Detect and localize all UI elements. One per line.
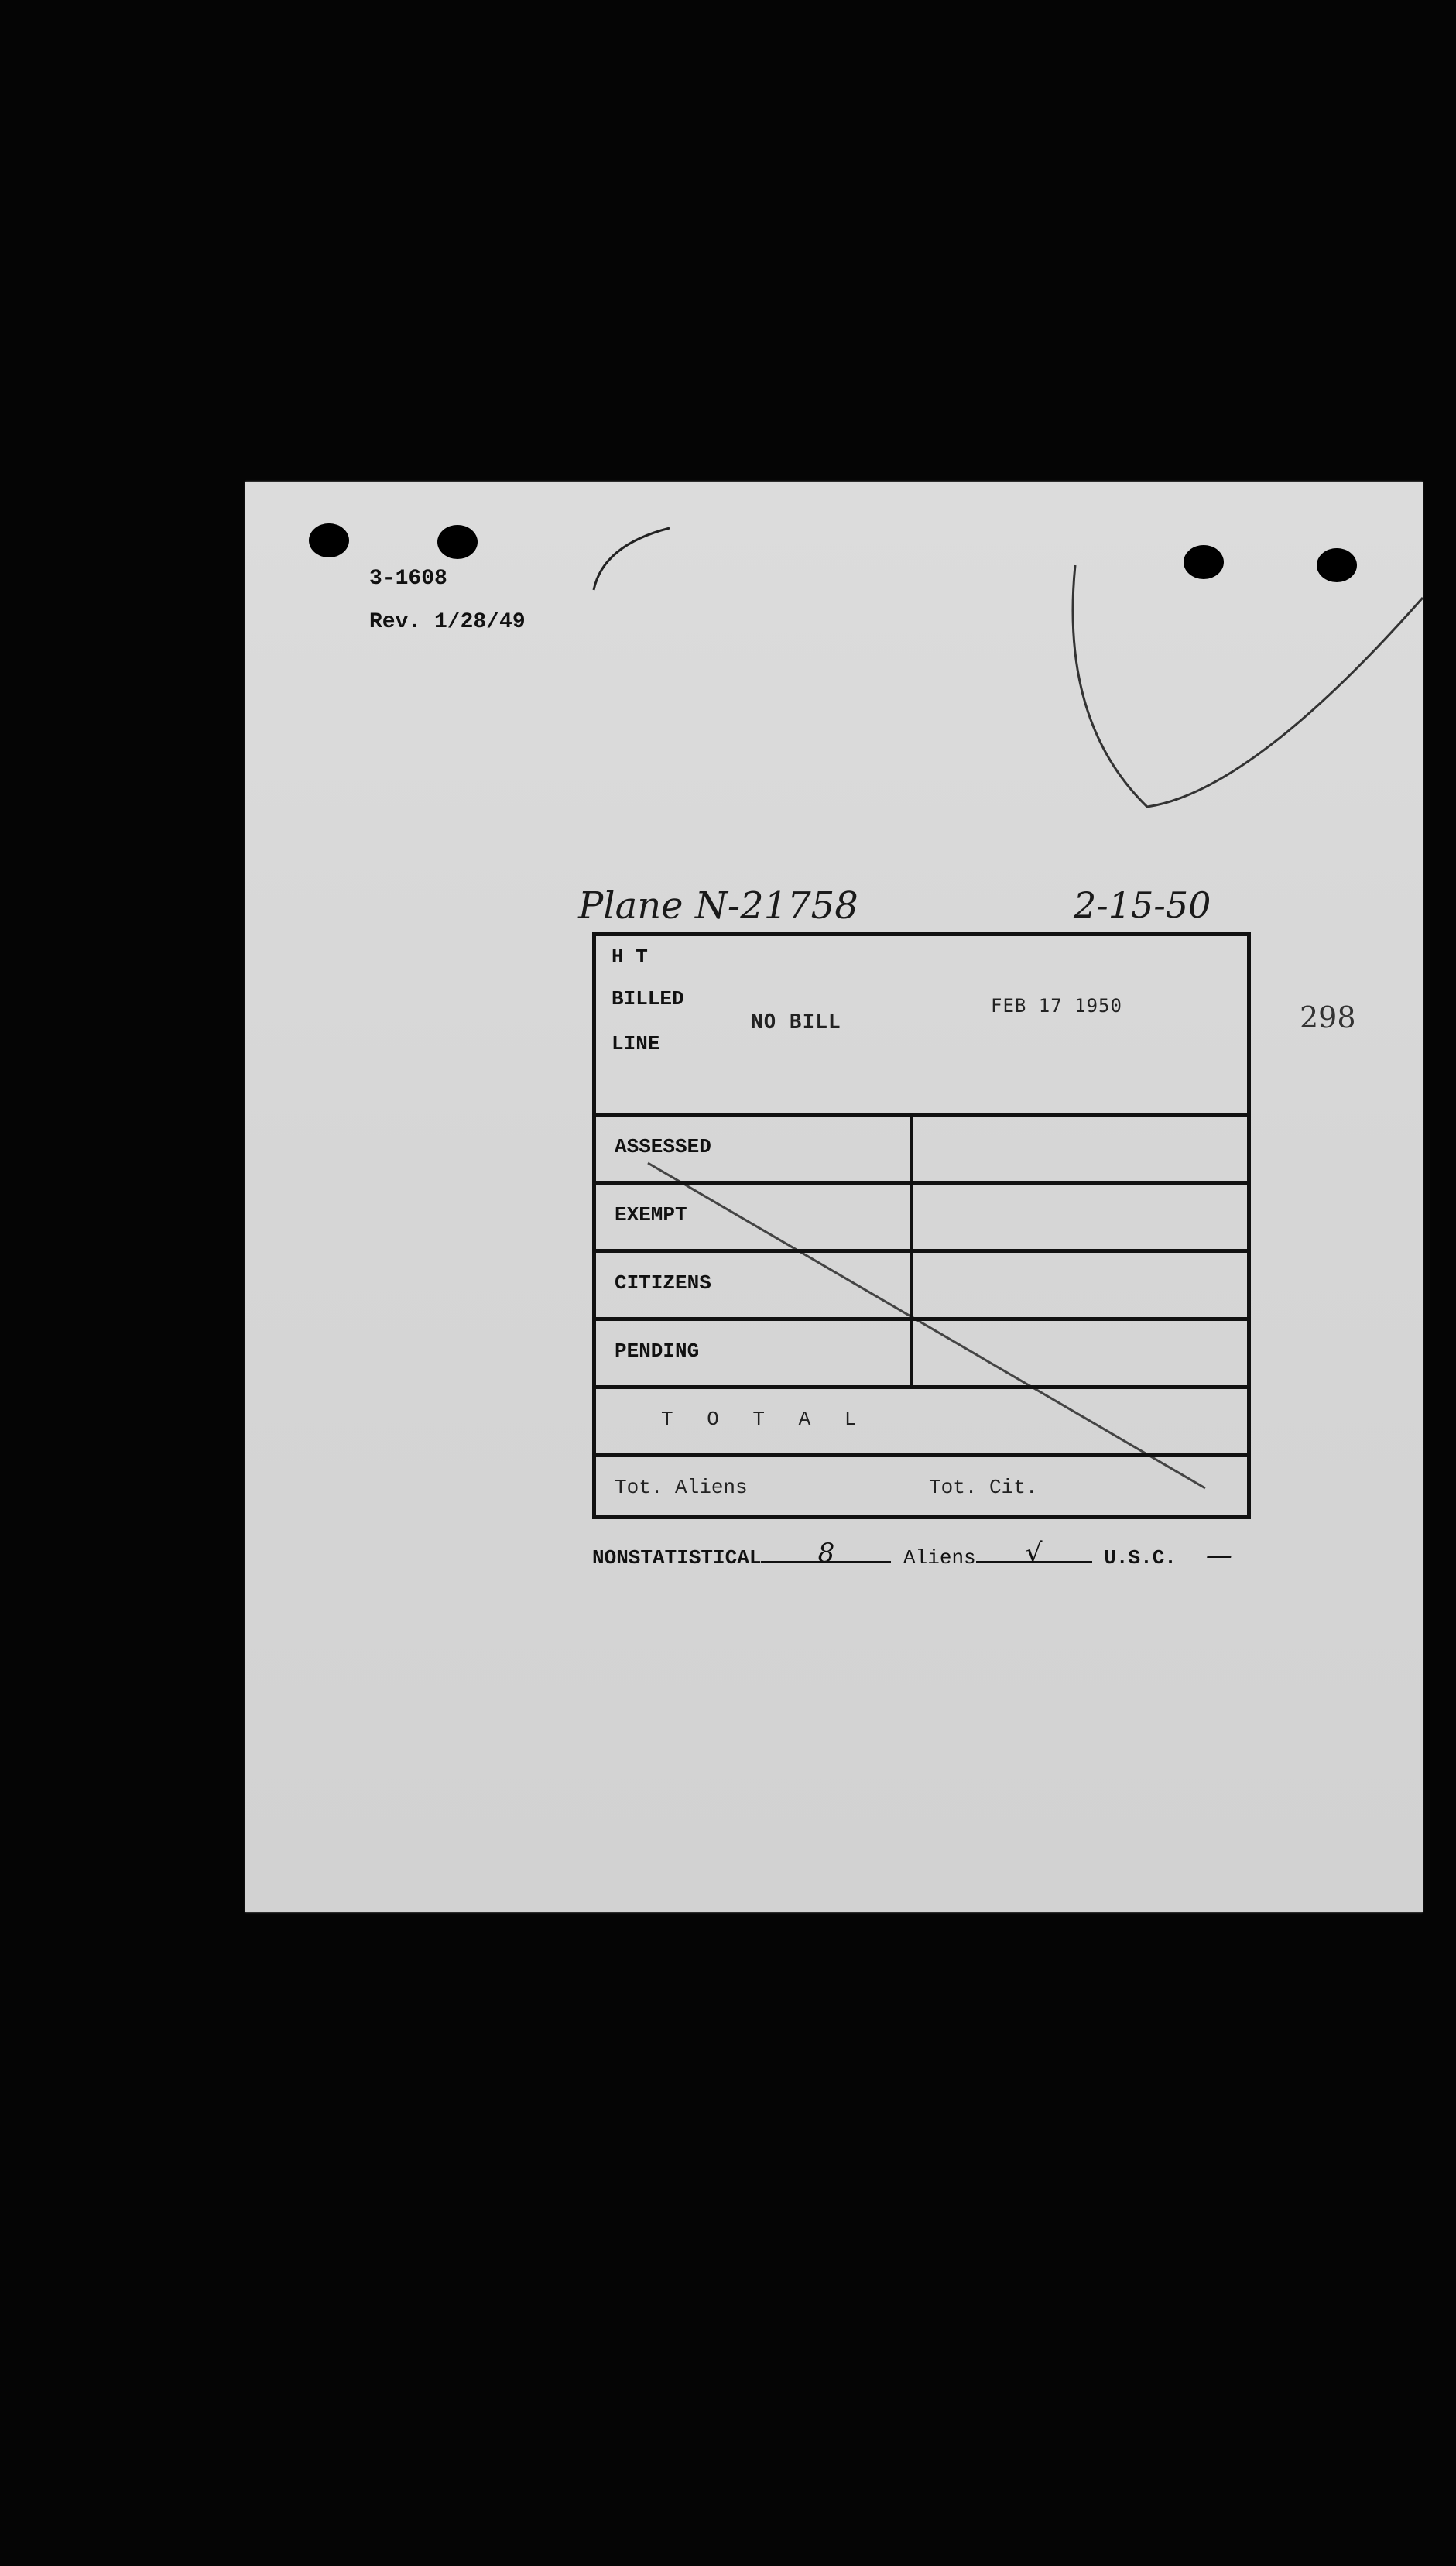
nonstatistical-label: NONSTATISTICAL (592, 1546, 762, 1569)
aliens-value: √ (1025, 1538, 1043, 1569)
footer-label-total-aliens: Tot. Aliens (615, 1476, 748, 1499)
billing-table (592, 932, 1251, 1519)
aliens-label: Aliens (903, 1546, 976, 1569)
nonstatistical-blank (761, 1538, 891, 1569)
handwritten-date: 2-15-50 (1074, 884, 1211, 926)
row-label-pending: PENDING (615, 1340, 700, 1363)
usc-label: U.S.C. (1104, 1546, 1177, 1569)
row-divider-5 (596, 1385, 1247, 1389)
stamped-page-number: 298 (1300, 1000, 1356, 1034)
row-divider-2 (596, 1181, 1247, 1185)
usc-value: — (1205, 1540, 1232, 1571)
pen-check-mark (1073, 565, 1423, 807)
row-divider-6 (596, 1453, 1247, 1457)
footer-label-total-citizens: Tot. Cit. (929, 1476, 1038, 1499)
pen-arc-top (594, 528, 670, 590)
handwritten-plane-number: Plane N-21758 (578, 884, 858, 928)
nonstatistical-line (592, 1538, 1262, 1571)
row-label-total: T O T A L (661, 1408, 868, 1431)
row-label-citizens: CITIZENS (615, 1271, 711, 1295)
row-divider-1 (596, 1113, 1247, 1117)
row-label-assessed: ASSESSED (615, 1135, 711, 1158)
form-code: 3-1608 (369, 567, 447, 591)
row-divider-3 (596, 1249, 1247, 1253)
header-label-billed: BILLED (612, 987, 684, 1010)
column-divider (910, 1113, 913, 1385)
form-revision: Rev. 1/28/49 (369, 610, 526, 634)
document-sheet (245, 482, 1423, 1912)
date-received-stamp: FEB 17 1950 (991, 995, 1122, 1017)
no-bill-stamp: NO BILL (751, 1010, 841, 1034)
aliens-blank (976, 1538, 1092, 1569)
nonstatistical-value: 8 (817, 1538, 835, 1569)
header-label-ht: H T (612, 945, 648, 969)
row-label-exempt: EXEMPT (615, 1203, 687, 1226)
header-label-line: LINE (612, 1032, 660, 1055)
row-divider-4 (596, 1317, 1247, 1321)
